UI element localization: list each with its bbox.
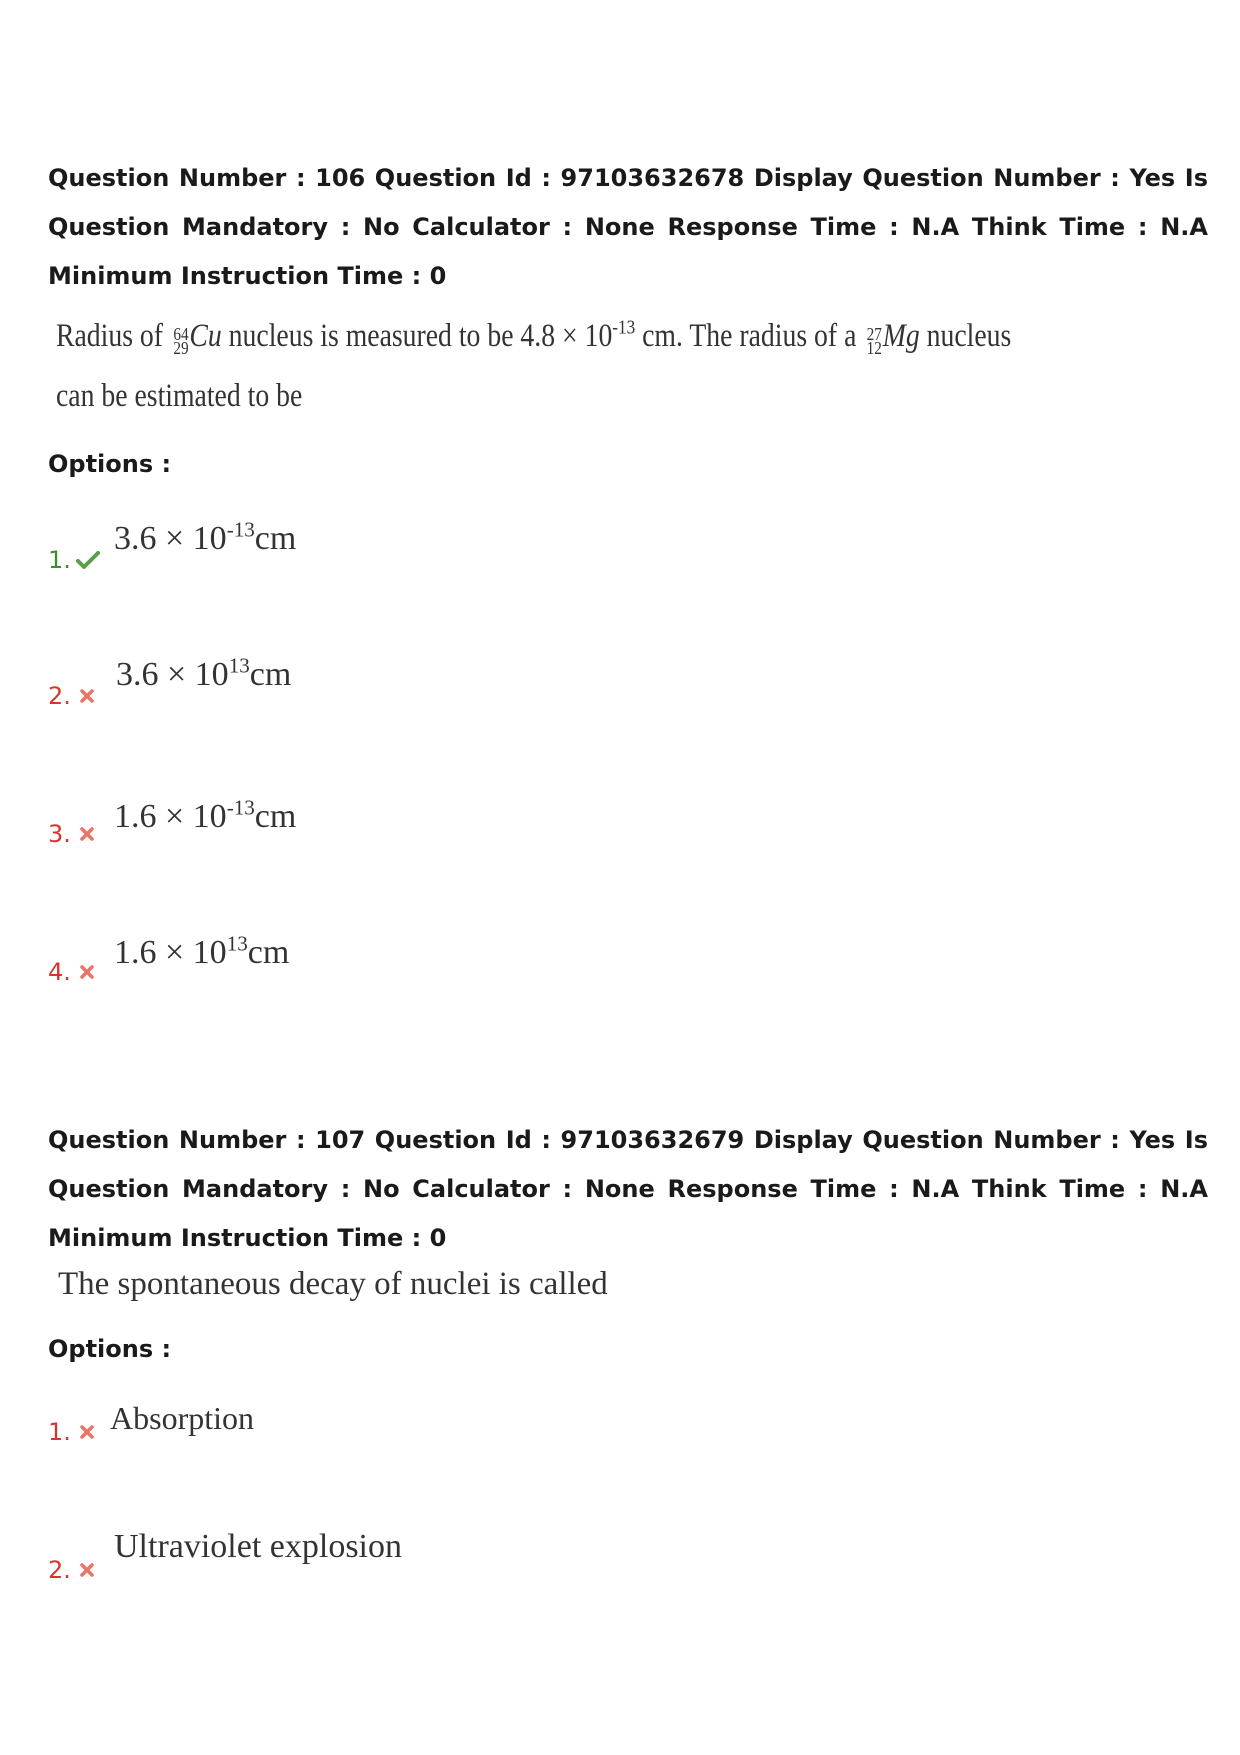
option-text[interactable]: $3.6 \times 10^{13}cm$ [116,653,292,693]
cu-isotope-numbers: 64 29 [173,323,189,359]
option-number: 3. [48,820,71,848]
cross-icon [79,688,95,704]
option-text[interactable]: $1.6 \times 10^{13}cm$ [114,931,290,971]
mg-isotope-numbers: 27 12 [866,323,882,359]
options-label: Options : [48,1335,172,1363]
question-text-line2: can be estimated to be [56,378,303,414]
options-label: Options : [48,450,172,478]
cross-icon [79,1562,95,1578]
option-text[interactable]: $1.6 \times 10^{-13}cm$ [114,795,297,835]
option-number: 1. [48,1418,71,1446]
check-icon [76,550,100,570]
question-text: Radius of 64 29 Cu nucleus is measured to be $4.8 \times 10^{-13}$ cm. The radius of a 27 12 Mg nucleus [56,316,1012,359]
option-number: 2. [48,1556,71,1584]
cross-icon [79,1424,95,1440]
question-text: The spontaneous decay of nuclei is called [58,1266,608,1302]
option-text[interactable]: Ultraviolet explosion [114,1528,403,1565]
question-meta: Question Number : 107 Question Id : 97103632679 Display Question Number : Yes Is Question Mandatory : No Calculator : None Response Time : N.A Think Time : N.A Minimum Instruction Time : 0 [48,1126,1208,1252]
option-number: 4. [48,958,71,986]
cross-icon [79,964,95,980]
question-meta: Question Number : 106 Question Id : 97103632678 Display Question Number : Yes Is Question Mandatory : No Calculator : None Response Time : N.A Think Time : N.A Minimum Instruction Time : 0 [48,164,1208,290]
option-text[interactable]: $3.6 \times 10^{-13}cm$ [114,517,297,557]
cross-icon [79,826,95,842]
option-text[interactable]: Absorption [110,1400,254,1436]
option-number: 1. [48,546,71,574]
option-number: 2. [48,682,71,710]
